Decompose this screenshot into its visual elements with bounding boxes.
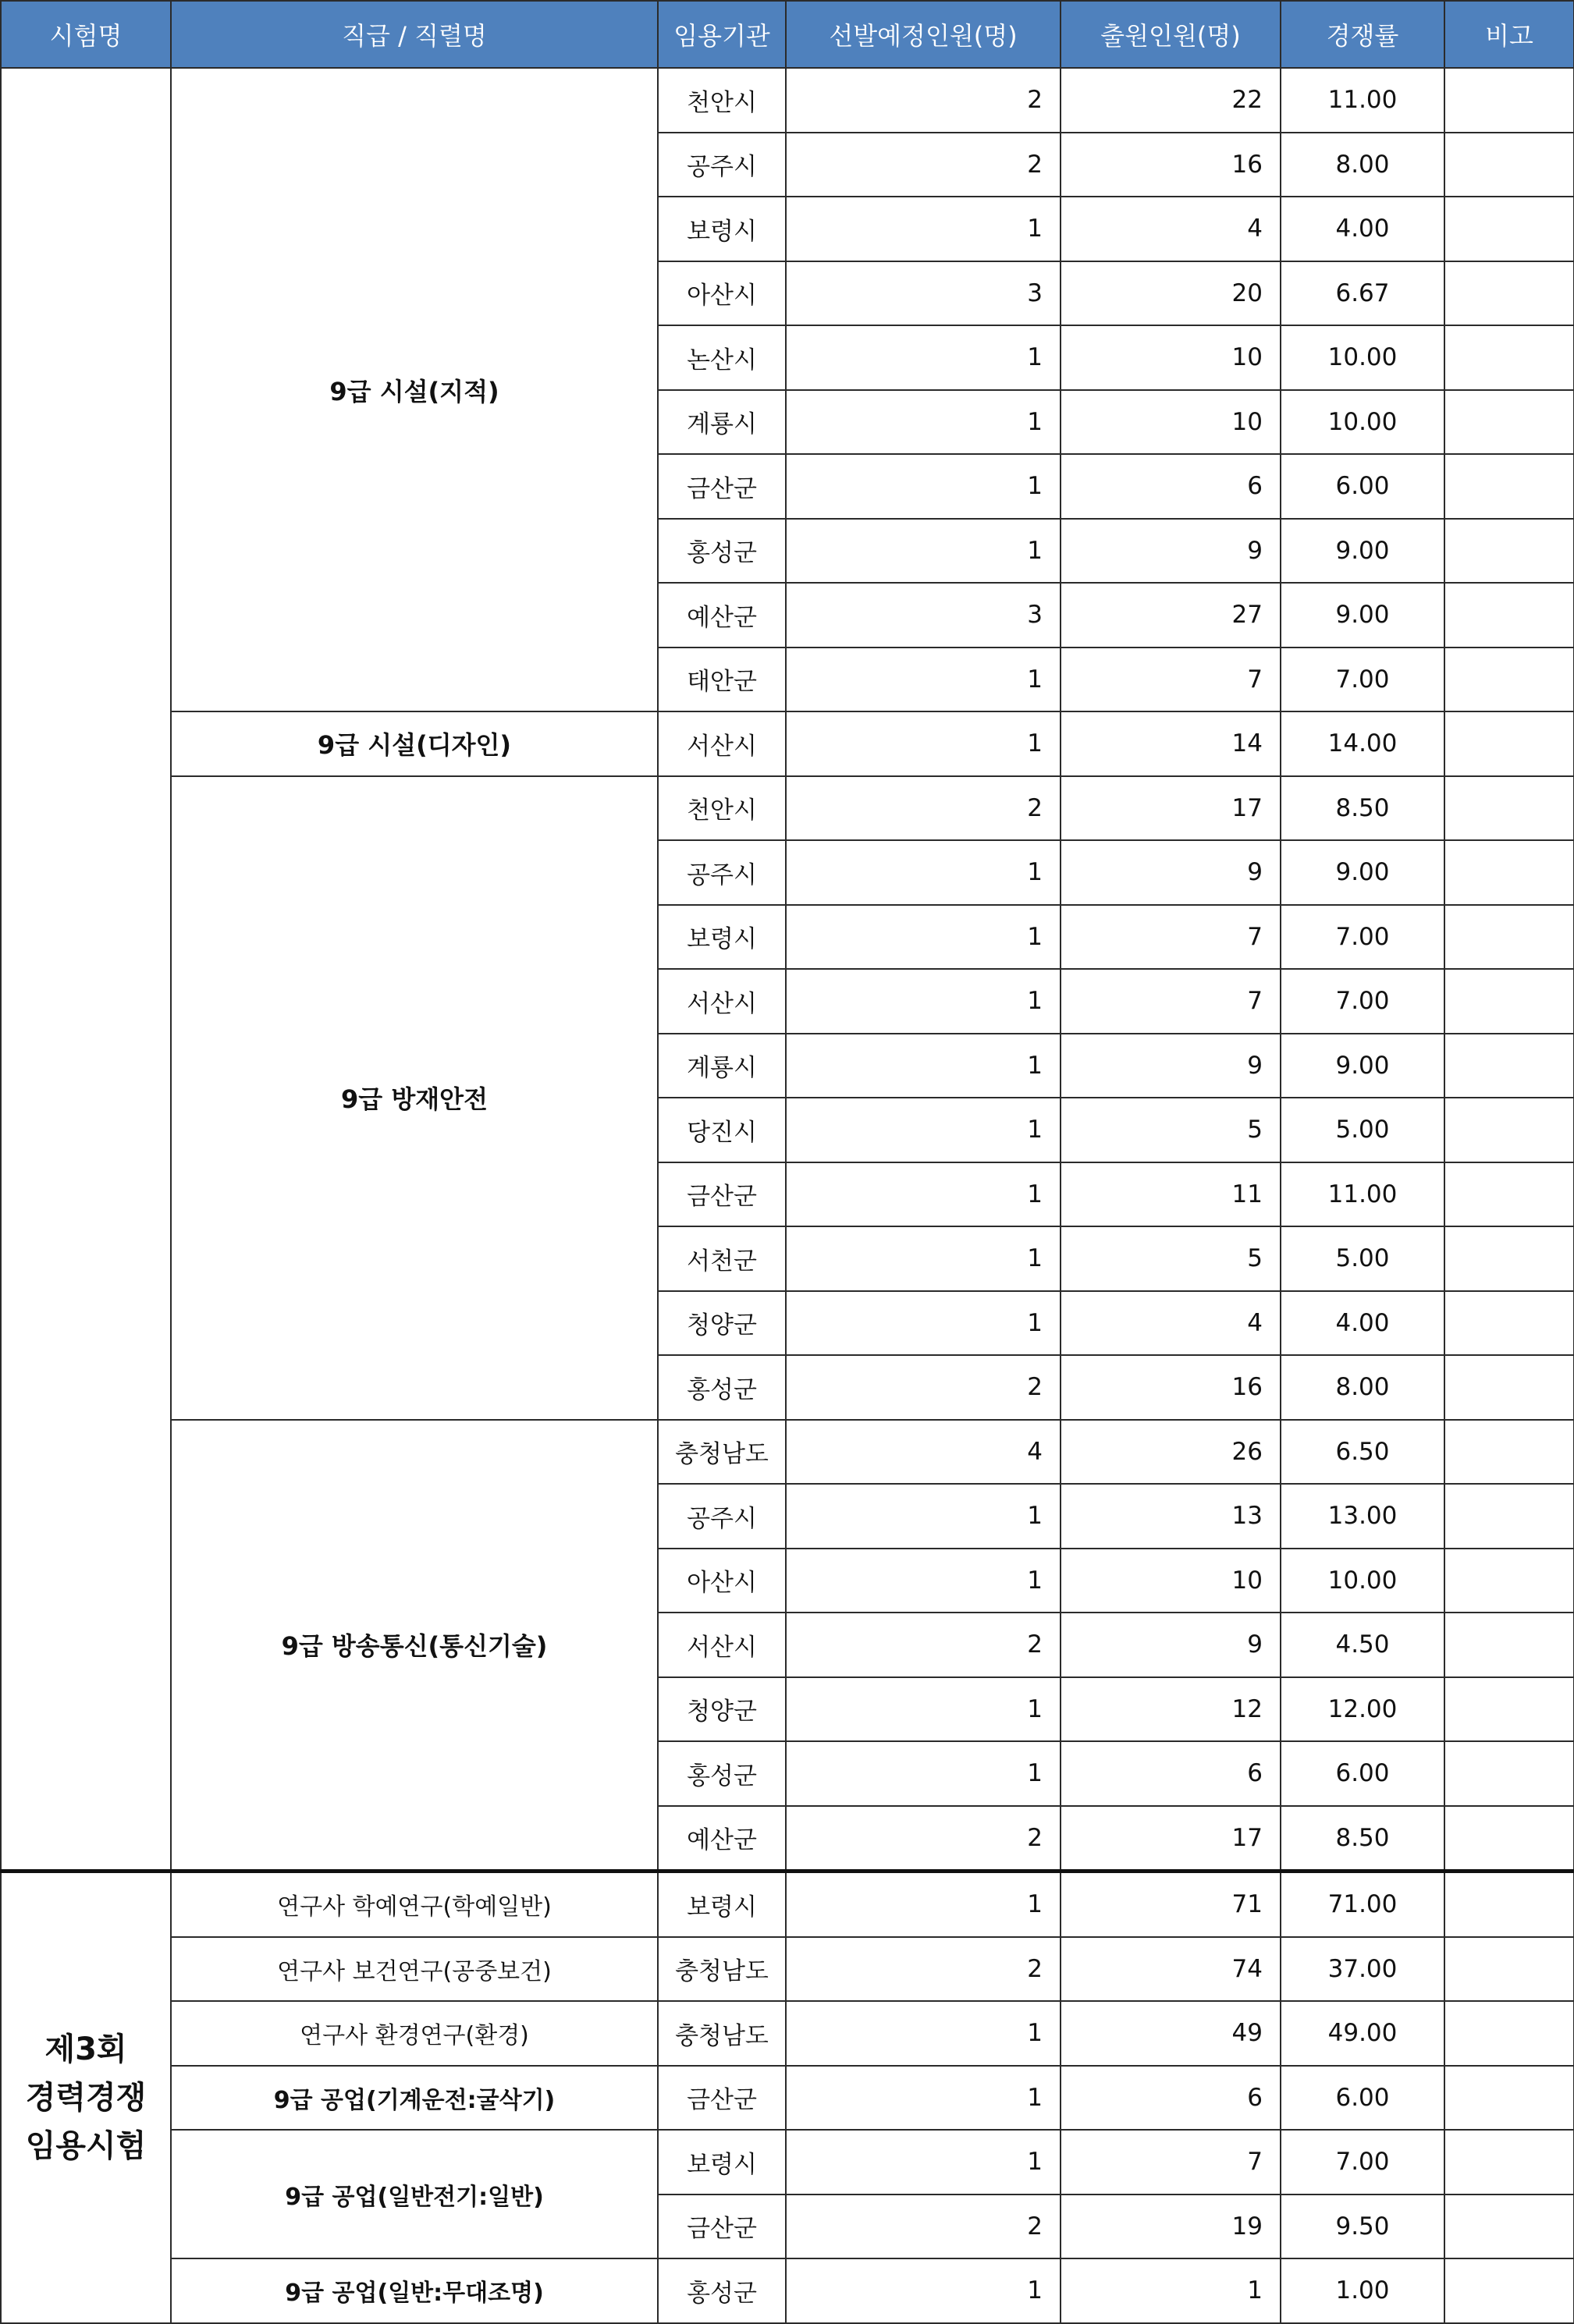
agency-cell: 청양군	[658, 1291, 786, 1356]
note-cell	[1444, 1484, 1574, 1549]
rate-cell: 4.50	[1281, 1613, 1444, 1677]
table-row	[1, 1872, 1574, 1937]
agency-cell: 서산시	[658, 711, 786, 776]
applicants-cell: 9	[1061, 1034, 1281, 1098]
quota-cell: 2	[786, 1937, 1061, 2002]
rate-cell: 1.00	[1281, 2258, 1444, 2323]
agency-cell: 홍성군	[658, 2258, 786, 2323]
header-applicants: 출원인원(명)	[1061, 1, 1281, 68]
quota-cell: 1	[786, 648, 1061, 712]
header-quota: 선발예정인원(명)	[786, 1, 1061, 68]
quota-cell: 1	[786, 1162, 1061, 1227]
position-cell: 연구사 보건연구(공중보건)	[171, 1937, 658, 2002]
agency-cell: 당진시	[658, 1098, 786, 1162]
note-cell	[1444, 1613, 1574, 1677]
note-cell	[1444, 1162, 1574, 1227]
quota-cell: 1	[786, 1098, 1061, 1162]
table-body	[1, 68, 1574, 2323]
rate-cell: 7.00	[1281, 969, 1444, 1034]
applicants-cell: 7	[1061, 648, 1281, 712]
header-row	[1, 1, 1574, 68]
agency-cell: 홍성군	[658, 519, 786, 584]
quota-cell: 2	[786, 2194, 1061, 2259]
agency-cell: 천안시	[658, 776, 786, 841]
note-cell	[1444, 1355, 1574, 1420]
quota-cell: 1	[786, 1291, 1061, 1356]
note-cell	[1444, 583, 1574, 648]
quota-cell: 1	[786, 969, 1061, 1034]
note-cell	[1444, 840, 1574, 905]
note-cell	[1444, 261, 1574, 326]
header-rate: 경쟁률	[1281, 1, 1444, 68]
agency-cell: 서천군	[658, 1226, 786, 1291]
agency-cell: 공주시	[658, 840, 786, 905]
applicants-cell: 7	[1061, 969, 1281, 1034]
applicants-cell: 12	[1061, 1677, 1281, 1742]
position-cell: 9급 시설(디자인)	[171, 711, 658, 776]
applicants-cell: 7	[1061, 905, 1281, 970]
agency-cell: 충청남도	[658, 1937, 786, 2002]
note-cell	[1444, 1806, 1574, 1872]
agency-cell: 금산군	[658, 2066, 786, 2131]
agency-cell: 금산군	[658, 2194, 786, 2259]
quota-cell: 1	[786, 2258, 1061, 2323]
agency-cell: 보령시	[658, 905, 786, 970]
table-row	[1, 776, 1574, 841]
applicants-cell: 74	[1061, 1937, 1281, 2002]
agency-cell: 충청남도	[658, 1420, 786, 1485]
note-cell	[1444, 905, 1574, 970]
table-header	[1, 1, 1574, 68]
rate-cell: 6.00	[1281, 454, 1444, 519]
note-cell	[1444, 454, 1574, 519]
applicants-cell: 10	[1061, 1549, 1281, 1613]
agency-cell: 금산군	[658, 454, 786, 519]
rate-cell: 5.00	[1281, 1226, 1444, 1291]
applicants-cell: 1	[1061, 2258, 1281, 2323]
position-cell: 9급 방송통신(통신기술)	[171, 1420, 658, 1872]
quota-cell: 1	[786, 197, 1061, 261]
rate-cell: 8.50	[1281, 1806, 1444, 1872]
note-cell	[1444, 1098, 1574, 1162]
rate-cell: 7.00	[1281, 2130, 1444, 2194]
rate-cell: 9.00	[1281, 583, 1444, 648]
table-row	[1, 1420, 1574, 1485]
note-cell	[1444, 1226, 1574, 1291]
table-row	[1, 1937, 1574, 2002]
agency-cell: 서산시	[658, 1613, 786, 1677]
agency-cell: 보령시	[658, 2130, 786, 2194]
position-cell: 연구사 환경연구(환경)	[171, 2001, 658, 2066]
quota-cell: 1	[786, 1226, 1061, 1291]
position-cell: 9급 공업(일반전기:일반)	[171, 2130, 658, 2258]
agency-cell: 태안군	[658, 648, 786, 712]
rate-cell: 8.00	[1281, 1355, 1444, 1420]
rate-cell: 6.00	[1281, 2066, 1444, 2131]
rate-cell: 10.00	[1281, 390, 1444, 455]
quota-cell: 1	[786, 325, 1061, 390]
note-cell	[1444, 776, 1574, 841]
rate-cell: 4.00	[1281, 197, 1444, 261]
position-cell: 9급 방재안전	[171, 776, 658, 1420]
applicants-cell: 9	[1061, 1613, 1281, 1677]
agency-cell: 충청남도	[658, 2001, 786, 2066]
rate-cell: 37.00	[1281, 1937, 1444, 2002]
quota-cell: 1	[786, 390, 1061, 455]
applicants-cell: 6	[1061, 2066, 1281, 2131]
rate-cell: 7.00	[1281, 905, 1444, 970]
rate-cell: 10.00	[1281, 325, 1444, 390]
agency-cell: 아산시	[658, 1549, 786, 1613]
note-cell	[1444, 969, 1574, 1034]
agency-cell: 홍성군	[658, 1741, 786, 1806]
note-cell	[1444, 133, 1574, 197]
rate-cell: 10.00	[1281, 1549, 1444, 1613]
note-cell	[1444, 1937, 1574, 2002]
note-cell	[1444, 1420, 1574, 1485]
note-cell	[1444, 1034, 1574, 1098]
quota-cell: 2	[786, 776, 1061, 841]
header-agency: 임용기관	[658, 1, 786, 68]
rate-cell: 8.00	[1281, 133, 1444, 197]
applicants-cell: 13	[1061, 1484, 1281, 1549]
agency-cell: 공주시	[658, 133, 786, 197]
note-cell	[1444, 1291, 1574, 1356]
quota-cell: 3	[786, 261, 1061, 326]
applicants-cell: 14	[1061, 711, 1281, 776]
quota-cell: 1	[786, 2066, 1061, 2131]
rate-cell: 6.67	[1281, 261, 1444, 326]
note-cell	[1444, 1549, 1574, 1613]
quota-cell: 1	[786, 1034, 1061, 1098]
applicants-cell: 16	[1061, 133, 1281, 197]
note-cell	[1444, 1741, 1574, 1806]
rate-cell: 13.00	[1281, 1484, 1444, 1549]
note-cell	[1444, 2130, 1574, 2194]
applicants-cell: 11	[1061, 1162, 1281, 1227]
applicants-cell: 4	[1061, 1291, 1281, 1356]
note-cell	[1444, 1677, 1574, 1742]
applicants-cell: 27	[1061, 583, 1281, 648]
quota-cell: 1	[786, 2130, 1061, 2194]
table-row	[1, 68, 1574, 133]
header-note: 비고	[1444, 1, 1574, 68]
quota-cell: 2	[786, 68, 1061, 133]
agency-cell: 예산군	[658, 1806, 786, 1872]
position-cell: 9급 시설(지적)	[171, 68, 658, 711]
rate-cell: 71.00	[1281, 1872, 1444, 1937]
agency-cell: 서산시	[658, 969, 786, 1034]
applicants-cell: 6	[1061, 1741, 1281, 1806]
quota-cell: 1	[786, 905, 1061, 970]
exam-name-cell	[1, 68, 171, 1872]
quota-cell: 1	[786, 840, 1061, 905]
header-position: 직급 / 직렬명	[171, 1, 658, 68]
table-row	[1, 2001, 1574, 2066]
agency-cell: 청양군	[658, 1677, 786, 1742]
applicants-cell: 10	[1061, 390, 1281, 455]
applicants-cell: 6	[1061, 454, 1281, 519]
applicants-cell: 20	[1061, 261, 1281, 326]
agency-cell: 보령시	[658, 197, 786, 261]
table-row	[1, 711, 1574, 776]
rate-cell: 11.00	[1281, 68, 1444, 133]
quota-cell: 1	[786, 1484, 1061, 1549]
quota-cell: 2	[786, 1355, 1061, 1420]
applicants-cell: 9	[1061, 519, 1281, 584]
note-cell	[1444, 68, 1574, 133]
quota-cell: 2	[786, 1613, 1061, 1677]
position-cell: 9급 공업(일반:무대조명)	[171, 2258, 658, 2323]
quota-cell: 1	[786, 1677, 1061, 1742]
applicants-cell: 5	[1061, 1226, 1281, 1291]
quota-cell: 1	[786, 1872, 1061, 1937]
quota-cell: 1	[786, 1741, 1061, 1806]
applicants-cell: 9	[1061, 840, 1281, 905]
quota-cell: 1	[786, 519, 1061, 584]
rate-cell: 4.00	[1281, 1291, 1444, 1356]
note-cell	[1444, 325, 1574, 390]
rate-cell: 11.00	[1281, 1162, 1444, 1227]
rate-cell: 49.00	[1281, 2001, 1444, 2066]
rate-cell: 14.00	[1281, 711, 1444, 776]
note-cell	[1444, 648, 1574, 712]
agency-cell: 천안시	[658, 68, 786, 133]
quota-cell: 4	[786, 1420, 1061, 1485]
table-row	[1, 2130, 1574, 2194]
applicants-cell: 7	[1061, 2130, 1281, 2194]
applicants-cell: 16	[1061, 1355, 1281, 1420]
applicants-cell: 10	[1061, 325, 1281, 390]
rate-cell: 9.00	[1281, 1034, 1444, 1098]
note-cell	[1444, 197, 1574, 261]
quota-cell: 1	[786, 454, 1061, 519]
rate-cell: 9.50	[1281, 2194, 1444, 2259]
applicants-cell: 26	[1061, 1420, 1281, 1485]
quota-cell: 3	[786, 583, 1061, 648]
position-cell: 연구사 학예연구(학예일반)	[171, 1872, 658, 1937]
agency-cell: 논산시	[658, 325, 786, 390]
rate-cell: 12.00	[1281, 1677, 1444, 1742]
rate-cell: 8.50	[1281, 776, 1444, 841]
rate-cell: 5.00	[1281, 1098, 1444, 1162]
note-cell	[1444, 711, 1574, 776]
table-row	[1, 2258, 1574, 2323]
table-row	[1, 2066, 1574, 2131]
applicants-cell: 5	[1061, 1098, 1281, 1162]
rate-cell: 9.00	[1281, 840, 1444, 905]
quota-cell: 1	[786, 1549, 1061, 1613]
position-cell: 9급 공업(기계운전:굴삭기)	[171, 2066, 658, 2131]
rate-cell: 6.00	[1281, 1741, 1444, 1806]
agency-cell: 예산군	[658, 583, 786, 648]
quota-cell: 2	[786, 133, 1061, 197]
applicants-cell: 17	[1061, 1806, 1281, 1872]
applicants-cell: 19	[1061, 2194, 1281, 2259]
note-cell	[1444, 519, 1574, 584]
quota-cell: 2	[786, 1806, 1061, 1872]
applicants-cell: 22	[1061, 68, 1281, 133]
agency-cell: 금산군	[658, 1162, 786, 1227]
applicants-cell: 4	[1061, 197, 1281, 261]
applicants-cell: 17	[1061, 776, 1281, 841]
header-exam-name: 시험명	[1, 1, 171, 68]
applicants-cell: 49	[1061, 2001, 1281, 2066]
quota-cell: 1	[786, 711, 1061, 776]
agency-cell: 아산시	[658, 261, 786, 326]
note-cell	[1444, 2066, 1574, 2131]
note-cell	[1444, 2001, 1574, 2066]
rate-cell: 9.00	[1281, 519, 1444, 584]
quota-cell: 1	[786, 2001, 1061, 2066]
rate-cell: 7.00	[1281, 648, 1444, 712]
note-cell	[1444, 390, 1574, 455]
rate-cell: 6.50	[1281, 1420, 1444, 1485]
agency-cell: 공주시	[658, 1484, 786, 1549]
exam-name-cell: 제3회 경력경쟁 임용시험	[1, 1872, 171, 2323]
note-cell	[1444, 2258, 1574, 2323]
applicants-cell: 71	[1061, 1872, 1281, 1937]
agency-cell: 계룡시	[658, 390, 786, 455]
note-cell	[1444, 2194, 1574, 2259]
note-cell	[1444, 1872, 1574, 1937]
agency-cell: 계룡시	[658, 1034, 786, 1098]
agency-cell: 보령시	[658, 1872, 786, 1937]
agency-cell: 홍성군	[658, 1355, 786, 1420]
